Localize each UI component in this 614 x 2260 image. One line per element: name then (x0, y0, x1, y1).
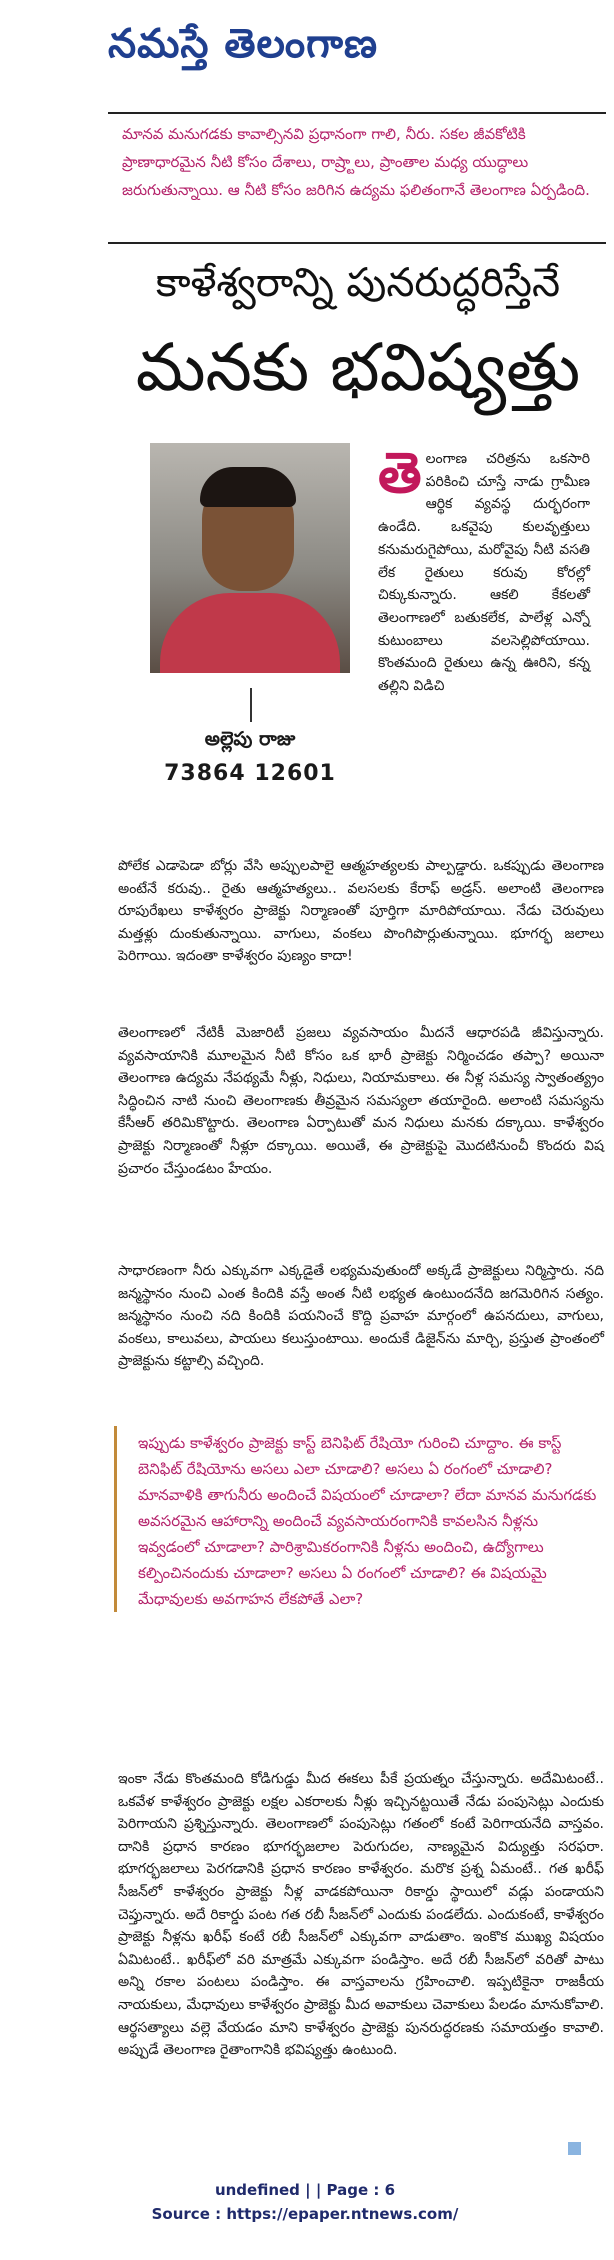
article-paragraph-1: పోలేక ఎడాపెడా బోర్లు వేసి అప్పులపాలై ఆత్మహత్యలకు పాల్పడ్డారు. ఒకప్పుడు తెలంగాణ అంటేనే కరువు.. రైతు ఆత్మహత్యలు.. వలసలకు కేరాఫ్ అడ్రస్. అలాంటి తెలంగాణ రూపురేఖలు కాళేశ్వరం ప్రాజెక్టు నిర్మాణంతో పూర్తిగా మారిపోయాయి. నేడు చెరువులు మత్తళ్లు దుంకుతున్నాయి. వాగులు, వంకలు పొంగిపొర్లుతున్నాయి. భూగర్భ జలాలు పెరిగాయి. ఇదంతా కాళేశ్వరం పుణ్యం కాదా! (118, 858, 604, 965)
author-photo (150, 443, 350, 673)
article-paragraph-3: సాధారణంగా నీరు ఎక్కువగా ఎక్కడైతే లభ్యమవుతుందో అక్కడే ప్రాజెక్టులు నిర్మిస్తారు. నది జన్మస్థానం నుంచి ఎంత కిందికి వస్తే అంత నీటి లభ్యత ఉంటుందనేది జగమెరిగిన సత్యం. జన్మస్థానం నుంచి నది కిందికి పయనించే కొద్ది ప్రవాహ మార్గంలో ఉపనదులు, వాగులు, వంకలు, కాలువలు, పాయలు కలుస్తుంటాయి. అందుకే డిజైన్‌ను మార్చి, ప్రస్తుత ప్రాంతంలో ప్రాజెక్టును కట్టాల్సి వచ్చింది. (118, 1263, 604, 1370)
article-paragraph-5: ఇంకా నేడు కొంతమంది కోడిగుడ్డు మీద ఈకలు పీకే ప్రయత్నం చేస్తున్నారు. అదేమిటంటే.. ఒకవేళ కాళేశ్వరం ప్రాజెక్టు లక్షల ఎకరాలకు నీళ్లు ఇచ్చినట్టయితే నేడు పంపుసెట్లు ఎందుకు పెరిగాయని ప్రశ్నిస్తున్నారు. తెలంగాణలో పంపుసెట్లు గతంలో కంటే పెరిగాయనేది వాస్తవం. దానికి ప్రధాన కారణం భూగర్భజలాల పెరుగుదల, నాణ్యమైన విద్యుత్తు సరఫరా. భూగర్భజలాలు పెరగడానికి ప్రధాన కారణం కాళేశ్వరం. మరొక ప్రశ్న ఏమంటే.. గత ఖరీఫ్ సీజన్‌లో కాళేశ్వరం ప్రాజెక్టు నీళ్ల వాడకపోయినా రికార్డు స్థాయిలో వడ్లు పండాయని చెప్తున్నారు. అదే రికార్డు పంట గత రబీ సీజన్‌లో ఎందుకు పండలేదు. ఎందుకంటే, కాళేశ్వరం ప్రాజెక్టు నీళ్లను ఖరీఫ్ కంటే రబీ సీజన్‌లో ఎక్కువగా వాడుతాం. ఇంకొక ముఖ్య విషయం ఏమిటంటే.. ఖరీఫ్‌లో వరి మాత్రమే ఎక్కువగా పండిస్తాం. అదే రబీ సీజన్‌లో వరితో పాటు అన్ని రకాల పంటలు పండిస్తాం. ఈ వాస్తవాలను గ్రహించాలి. ఇప్పటికైనా రాజకీయ నాయకులు, మేధావులు కాళేశ్వరం ప్రాజెక్టు మీద అవాకులు చెవాకులు పేలడం మానుకోవాలి. ఆర్థసత్యాలు వల్లె వేయడం మాని కాళేశ్వరం ప్రాజెక్టు పునరుద్ధరణకు సమాయత్తం కావాలి. అప్పుడే తెలంగాణ రైతాంగానికి భవిష్యత్తు ఉంటుంది. (118, 1771, 605, 2059)
intro-box (108, 112, 606, 244)
drop-cap: తె (378, 441, 422, 506)
headline-line-2: మనకు భవిష్యత్తు (135, 329, 581, 406)
author-name: అల్లెపు రాజు (204, 728, 296, 750)
pullquote-bar (114, 1426, 117, 1612)
headline-line-1: కాళేశ్వరాన్ని పునరుద్ధరిస్తేనే (155, 260, 561, 306)
author-phone: 73864 12601 (164, 761, 336, 786)
article-column-text (378, 441, 590, 698)
footer-page-info: undefined | | Page : 6 (214, 2181, 396, 2199)
column-body: లంగాణ చరిత్రను ఒకసారి పరికించి చూస్తే నాడు గ్రామీణ ఆర్థిక వ్యవస్థ దుర్భరంగా ఉండేది. ఒకవైపు కులవృత్తులు కనుమరుగైపోయి, మరోవైపు నీటి వసతి లేక రైతులు కరువు కోరల్లో చిక్కుకున్నారు. ఆకలి కేకలతో తెలంగాణలో బతుకలేక, పాలేళ్ల ఎన్నో కుటుంబాలు వలసెల్లిపోయాయి. కొంతమంది రైతులు ఉన్న ఊరిని, కన్న తల్లిని విడిచి (378, 451, 590, 695)
author-divider (250, 688, 252, 722)
intro-text: మానవ మనుగడకు కావాల్సినవి ప్రధానంగా గాలి, నీరు. సకల జీవకోటికి ప్రాణాధారమైన నీటి కోసం దేశాలు, రాష్ర్టాలు, ప్రాంతాల మధ్య యుద్ధాలు జరుగుతున్నాయి. ఆ నీటి కోసం జరిగిన ఉద్యమ ఫలితంగానే తెలంగాణ ఏర్పడింది. (122, 125, 590, 199)
masthead-logo: నమస్తే తెలంగాణ (108, 20, 379, 67)
footer-source-link[interactable]: Source : https://epaper.ntnews.com/ (151, 2205, 459, 2223)
article-paragraph-2: తెలంగాణలో నేటికీ మెజారిటీ ప్రజలు వ్యవసాయం మీదనే ఆధారపడి జీవిస్తున్నారు. వ్యవసాయానికి మూలమైన నీటి కోసం ఒక భారీ ప్రాజెక్టు నిర్మించడం తప్పా? అయినా తెలంగాణ ఉద్యమ నేపథ్యమే నీళ్లు, నిధులు, నియామకాలు. ఈ నీళ్ల సమస్య స్వాతంత్య్రం సిద్ధించిన నాటి నుంచి తెలంగాణకు తీవ్రమైన సమస్యలా తయారైంది. అలాంటి సమస్యను కేసీఆర్ తరిమికొట్టారు. తెలంగాణ ఏర్పాటుతో మన నిధులు మనకు దక్కాయి. కాళేశ్వరం ప్రాజెక్టు నిర్మాణంతో నీళ్లూ దక్కాయి. అయితే, ఈ ప్రాజెక్టుపై మొదటినుంచీ కొందరు విష ప్రచారం చేస్తుండటం హేయం. (118, 1025, 604, 1177)
pullquote-text: ఇప్పుడు కాళేశ్వరం ప్రాజెక్టు కాస్ట్ బెనిఫిట్ రేషియో గురించి చూద్దాం. ఈ కాస్ట్ బెనిఫిట్ రేషియోను అసలు ఎలా చూడాలి? అసలు ఏ రంగంలో చూడాలి? మానవాళికి తాగునీరు అందించే విషయంలో చూడాలా? లేదా మానవ మనుగడకు అవసరమైన ఆహారాన్ని అందించే వ్యవసాయరంగానికి కావలసిన నీళ్లను ఇవ్వడంలో చూడాలా? పారిశ్రామికరంగానికి నీళ్లను అందించి, ఉద్యోగాలు కల్పించినందుకు చూడాలా? అసలు ఏ రంగంలో చూడాలి? ఈ విషయమై మేధావులకు అవగాహన లేకపోతే ఎలా? (138, 1434, 597, 1608)
photo-hair (200, 467, 296, 507)
photo-shirt (160, 593, 340, 673)
end-mark-icon (568, 2142, 581, 2155)
